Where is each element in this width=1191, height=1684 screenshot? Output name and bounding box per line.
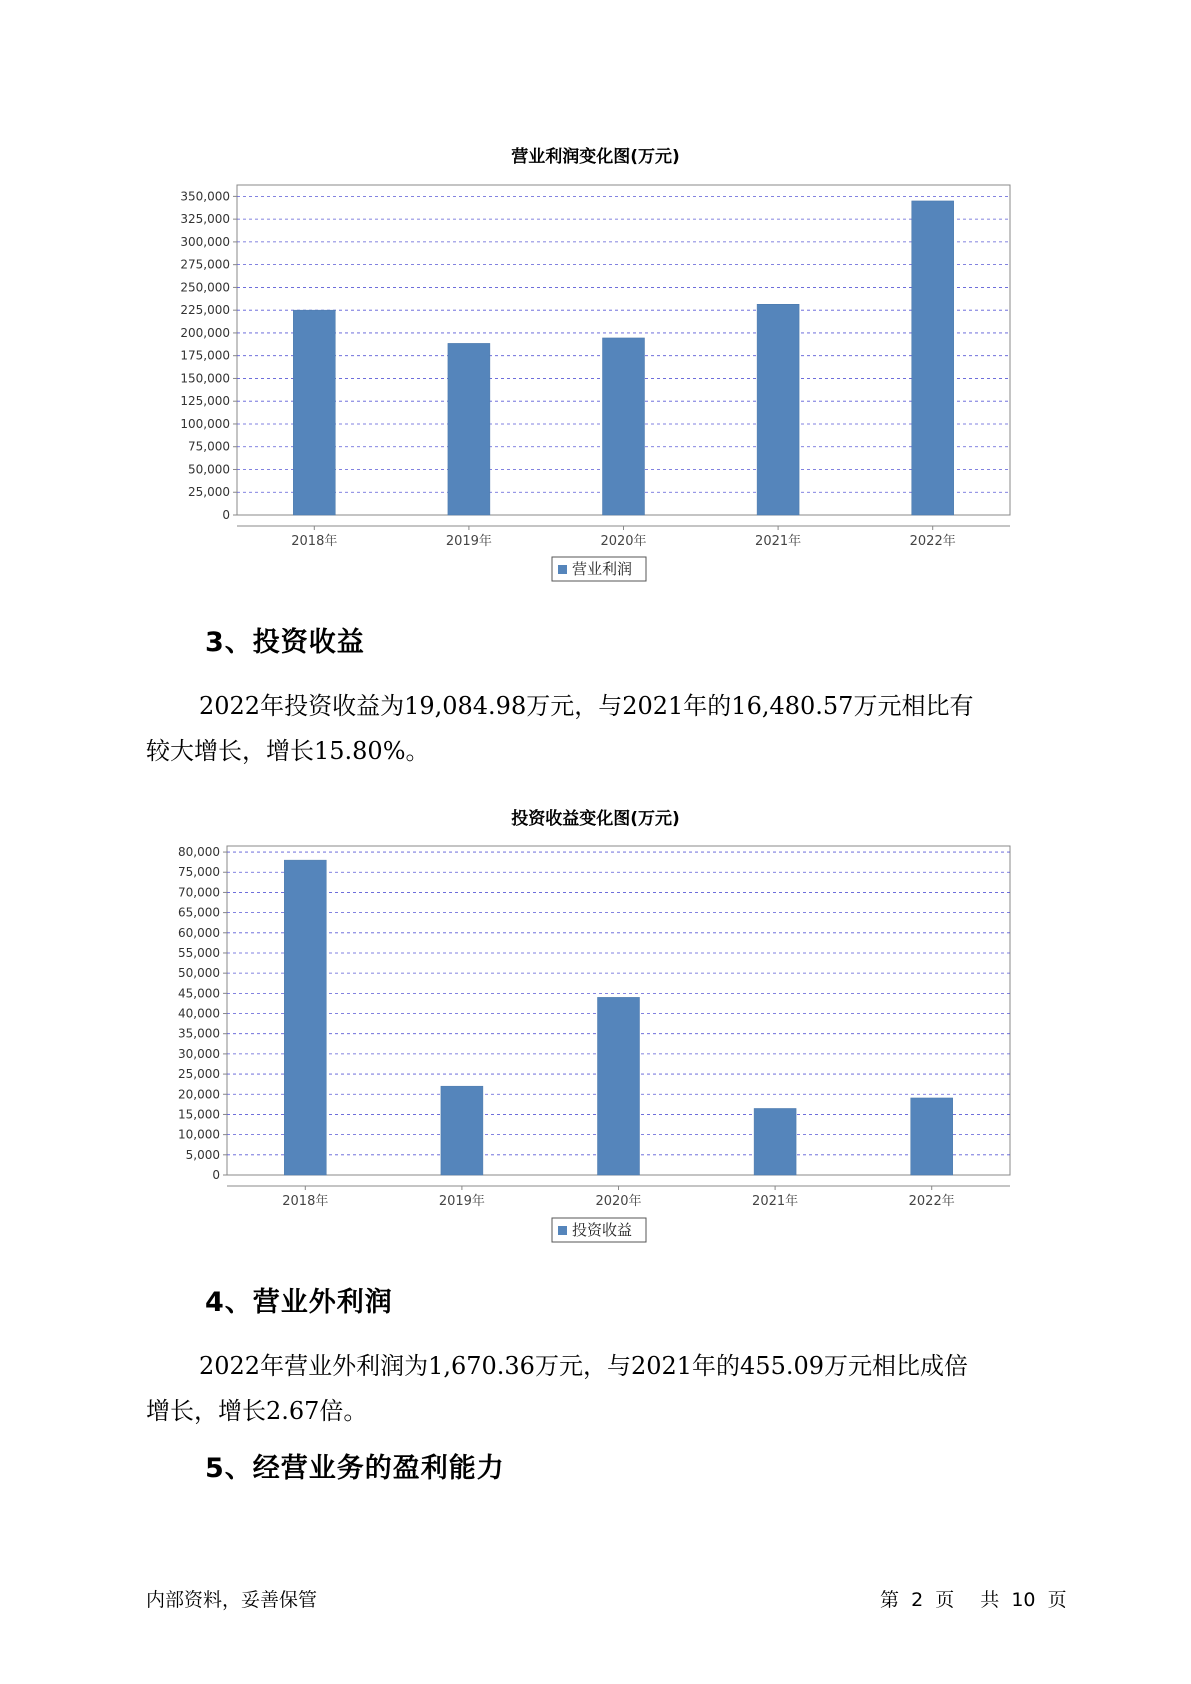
bar bbox=[911, 1098, 953, 1175]
page-num: 2 bbox=[911, 1589, 924, 1611]
bar bbox=[757, 304, 799, 515]
chart2-title: 投资收益变化图(万元) bbox=[511, 809, 680, 829]
legend-swatch bbox=[558, 1226, 567, 1235]
y-tick-label: 0 bbox=[212, 1168, 220, 1182]
y-tick-label: 25,000 bbox=[188, 485, 230, 500]
x-tick-label: 2020年 bbox=[595, 1194, 642, 1209]
y-tick-label: 125,000 bbox=[180, 394, 230, 409]
footer-page-number bbox=[880, 1585, 1073, 1612]
y-tick-label: 10,000 bbox=[178, 1127, 220, 1142]
section-3-heading: 3、投资收益 bbox=[205, 627, 365, 658]
y-tick-label: 200,000 bbox=[180, 325, 230, 340]
y-tick-label: 45,000 bbox=[178, 986, 220, 1001]
bar bbox=[598, 997, 640, 1175]
y-tick-label: 150,000 bbox=[180, 371, 230, 386]
bar bbox=[912, 201, 954, 515]
x-tick-label: 2022年 bbox=[909, 534, 956, 549]
y-tick-label: 250,000 bbox=[180, 280, 230, 295]
y-tick-label: 300,000 bbox=[180, 234, 230, 249]
x-tick-label: 2021年 bbox=[755, 534, 802, 549]
section-4-line-2: 增长，增长2.67倍。 bbox=[146, 1397, 368, 1425]
legend-swatch bbox=[558, 565, 567, 574]
y-tick-label: 30,000 bbox=[178, 1046, 220, 1061]
x-tick-label: 2019年 bbox=[445, 534, 492, 549]
bar bbox=[448, 343, 490, 515]
y-tick-label: 65,000 bbox=[178, 905, 220, 920]
legend-label: 投资收益 bbox=[572, 1221, 633, 1239]
section-3-line-1: 2022年投资收益为19,084.98万元，与2021年的16,480.57万元相比有 bbox=[199, 692, 974, 720]
x-tick-label: 2018年 bbox=[282, 1194, 329, 1209]
page-prefix: 第 bbox=[880, 1589, 900, 1611]
y-tick-label: 5,000 bbox=[185, 1147, 220, 1162]
section-4-paragraph bbox=[146, 1344, 1046, 1434]
x-tick-label: 2021年 bbox=[752, 1194, 799, 1209]
chart1-title: 营业利润变化图(万元) bbox=[511, 147, 680, 167]
y-tick-label: 70,000 bbox=[178, 885, 220, 900]
section-3-line-2: 较大增长，增长15.80%。 bbox=[146, 737, 430, 765]
y-tick-label: 75,000 bbox=[188, 439, 230, 454]
x-tick-label: 2020年 bbox=[600, 534, 647, 549]
y-tick-label: 225,000 bbox=[180, 303, 230, 318]
y-tick-label: 275,000 bbox=[180, 257, 230, 272]
y-tick-label: 0 bbox=[222, 508, 230, 522]
y-tick-label: 60,000 bbox=[178, 925, 220, 940]
y-tick-label: 55,000 bbox=[178, 945, 220, 960]
y-tick-label: 20,000 bbox=[178, 1087, 220, 1102]
x-tick-label: 2019年 bbox=[438, 1194, 485, 1209]
bar bbox=[284, 860, 326, 1175]
bar bbox=[754, 1108, 796, 1175]
total-prefix: 共 bbox=[980, 1589, 1000, 1611]
total-num: 10 bbox=[1011, 1589, 1036, 1611]
operating-profit-chart bbox=[0, 0, 1191, 600]
bar bbox=[441, 1086, 483, 1175]
footer-confidential-note: 内部资料，妥善保管 bbox=[146, 1589, 318, 1611]
y-tick-label: 35,000 bbox=[178, 1026, 220, 1041]
total-unit: 页 bbox=[1047, 1589, 1067, 1611]
section-4-heading: 4、营业外利润 bbox=[205, 1287, 393, 1318]
y-tick-label: 350,000 bbox=[180, 189, 230, 204]
y-tick-label: 80,000 bbox=[178, 845, 220, 860]
section-4-line-1: 2022年营业外利润为1,670.36万元，与2021年的455.09万元相比成倍 bbox=[199, 1352, 969, 1380]
y-tick-label: 50,000 bbox=[178, 966, 220, 981]
page-unit: 页 bbox=[935, 1589, 955, 1611]
y-tick-label: 325,000 bbox=[180, 212, 230, 227]
investment-income-chart bbox=[0, 600, 1191, 1260]
y-tick-label: 100,000 bbox=[180, 416, 230, 431]
y-tick-label: 175,000 bbox=[180, 348, 230, 363]
y-tick-label: 25,000 bbox=[178, 1067, 220, 1082]
x-tick-label: 2018年 bbox=[291, 534, 338, 549]
bar bbox=[603, 338, 645, 515]
y-tick-label: 50,000 bbox=[188, 462, 230, 477]
bar bbox=[293, 310, 335, 515]
y-tick-label: 15,000 bbox=[178, 1107, 220, 1122]
section-5-heading: 5、经营业务的盈利能力 bbox=[205, 1453, 505, 1484]
legend-label: 营业利润 bbox=[572, 560, 633, 578]
y-tick-label: 75,000 bbox=[178, 865, 220, 880]
y-tick-label: 40,000 bbox=[178, 1006, 220, 1021]
x-tick-label: 2022年 bbox=[908, 1194, 955, 1209]
